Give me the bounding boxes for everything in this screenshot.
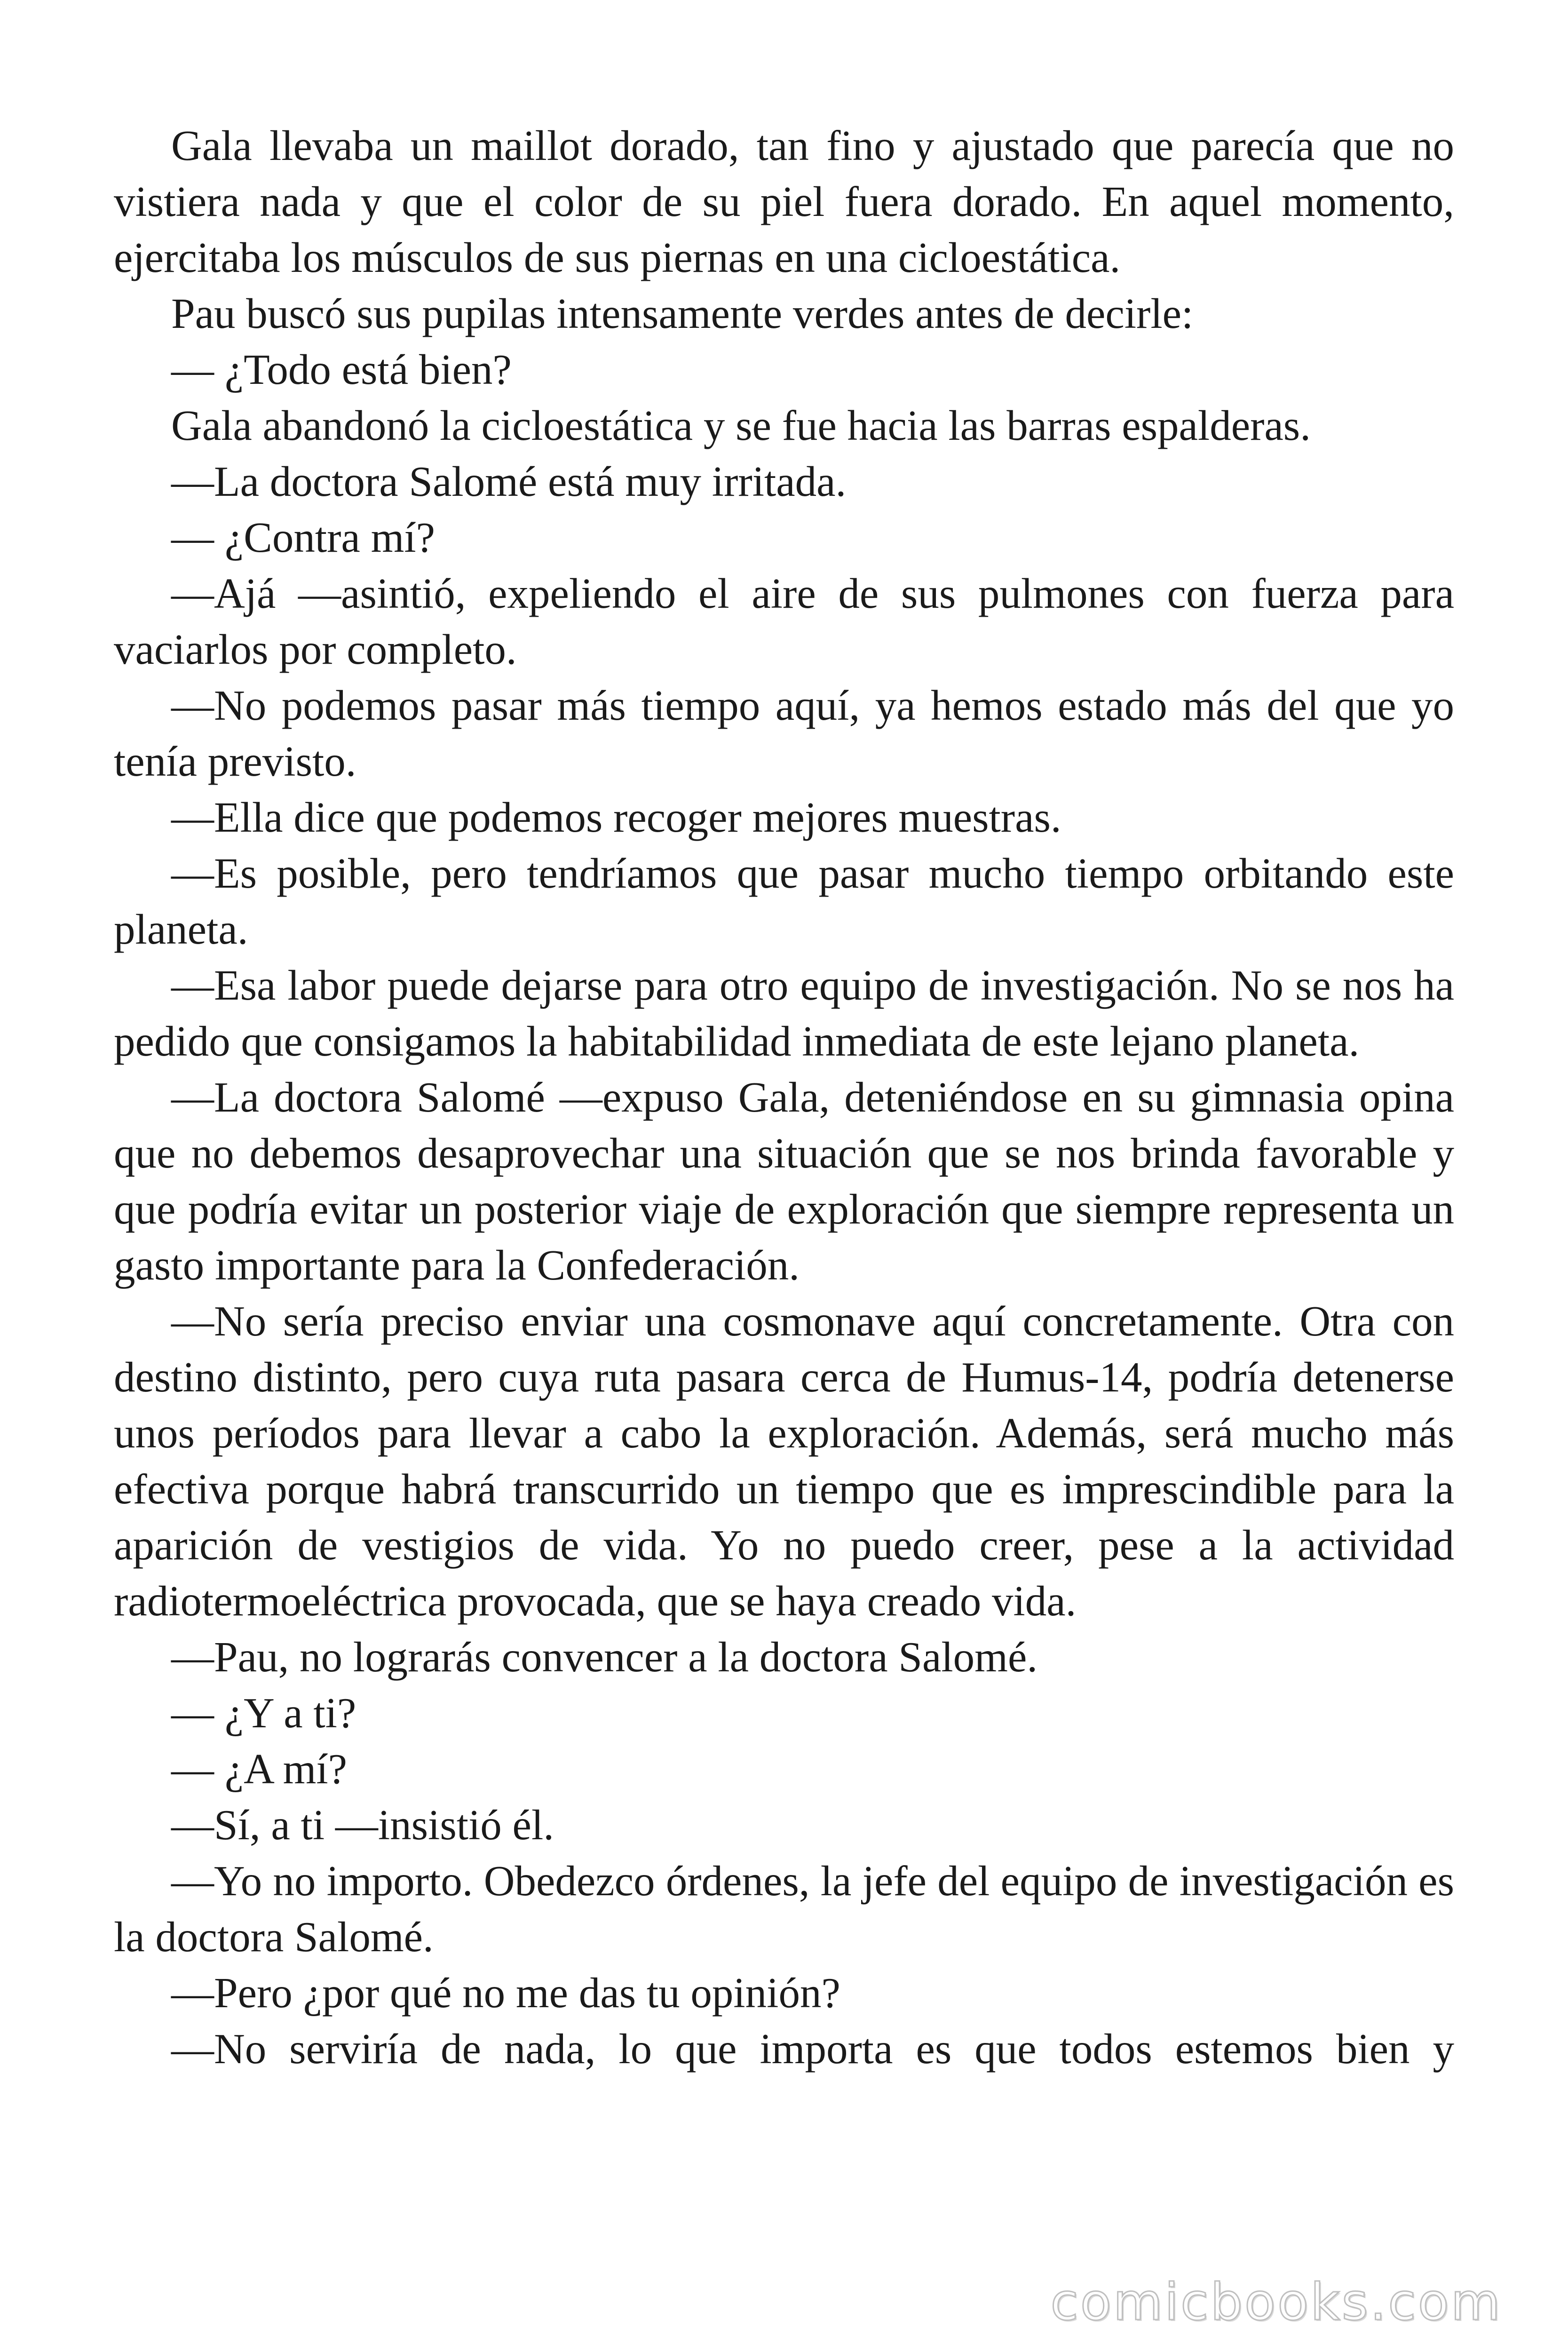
dialogue-line: —No podemos pasar más tiempo aquí, ya hemos estado más del que yo tenía previsto. (114, 682, 1454, 785)
paragraph: Gala abandonó la cicloestática y se fue hacia las barras espalderas. (171, 402, 1311, 449)
dialogue-line: —No serviría de nada, lo que importa es que todos estemos bien y (171, 2025, 1454, 2073)
watermark: comicbooks.com (1050, 2273, 1502, 2332)
dialogue-line: —No sería preciso enviar una cosmonave aquí concretamente. Otra con destino distinto, pero cuya ruta pasara cerca de Humus-14, podría detenerse unos períodos para llevar a cabo la exploración. Además, será mucho más efectiva porque habrá transcurrido un tiempo que es imprescindible para la aparición de vestigios de vida. Yo no puedo creer, pese a la actividad radiotermoeléctrica provocada, que se haya creado vida. (114, 1297, 1454, 1625)
paragraph: Gala llevaba un maillot dorado, tan fino y ajustado que parecía que no vistiera nada y que el color de su piel fuera dorado. En aquel momento, ejercitaba los músculos de sus piernas en una cicloestática. (114, 122, 1454, 281)
dialogue-line: —Pau, no lograrás convencer a la doctora Salomé. (171, 1633, 1038, 1681)
dialogue-line: —La doctora Salomé —expuso Gala, deteniéndose en su gimnasia opina que no debemos desaprovechar una situación que se nos brinda favorable y que podría evitar un posterior viaje de exploración que siempre representa un gasto importante para la Confederación. (114, 1073, 1454, 1289)
paragraph: Pau buscó sus pupilas intensamente verdes antes de decirle: (171, 290, 1194, 337)
dialogue-line: —Esa labor puede dejarse para otro equipo de investigación. No se nos ha pedido que consigamos la habitabilidad inmediata de este lejano planeta. (114, 961, 1454, 1065)
dialogue-line: —Pero ¿por qué no me das tu opinión? (171, 1969, 840, 2017)
page-text (114, 118, 1454, 2077)
dialogue-line: —Sí, a ti —insistió él. (171, 1801, 554, 1849)
dialogue-line: —Ajá —asintió, expeliendo el aire de sus pulmones con fuerza para vaciarlos por completo. (114, 570, 1454, 673)
dialogue-line: —Es posible, pero tendríamos que pasar mucho tiempo orbitando este planeta. (114, 850, 1454, 953)
dialogue-line: — ¿Todo está bien? (171, 346, 512, 393)
dialogue-line: — ¿Y a ti? (171, 1689, 356, 1737)
dialogue-line: — ¿A mí? (171, 1745, 348, 1793)
dialogue-line: —La doctora Salomé está muy irritada. (171, 458, 847, 505)
dialogue-line: —Ella dice que podemos recoger mejores muestras. (171, 794, 1061, 841)
dialogue-line: —Yo no importo. Obedezco órdenes, la jefe del equipo de investigación es la doctora Salomé. (114, 1857, 1454, 1961)
dialogue-line: — ¿Contra mí? (171, 514, 436, 561)
